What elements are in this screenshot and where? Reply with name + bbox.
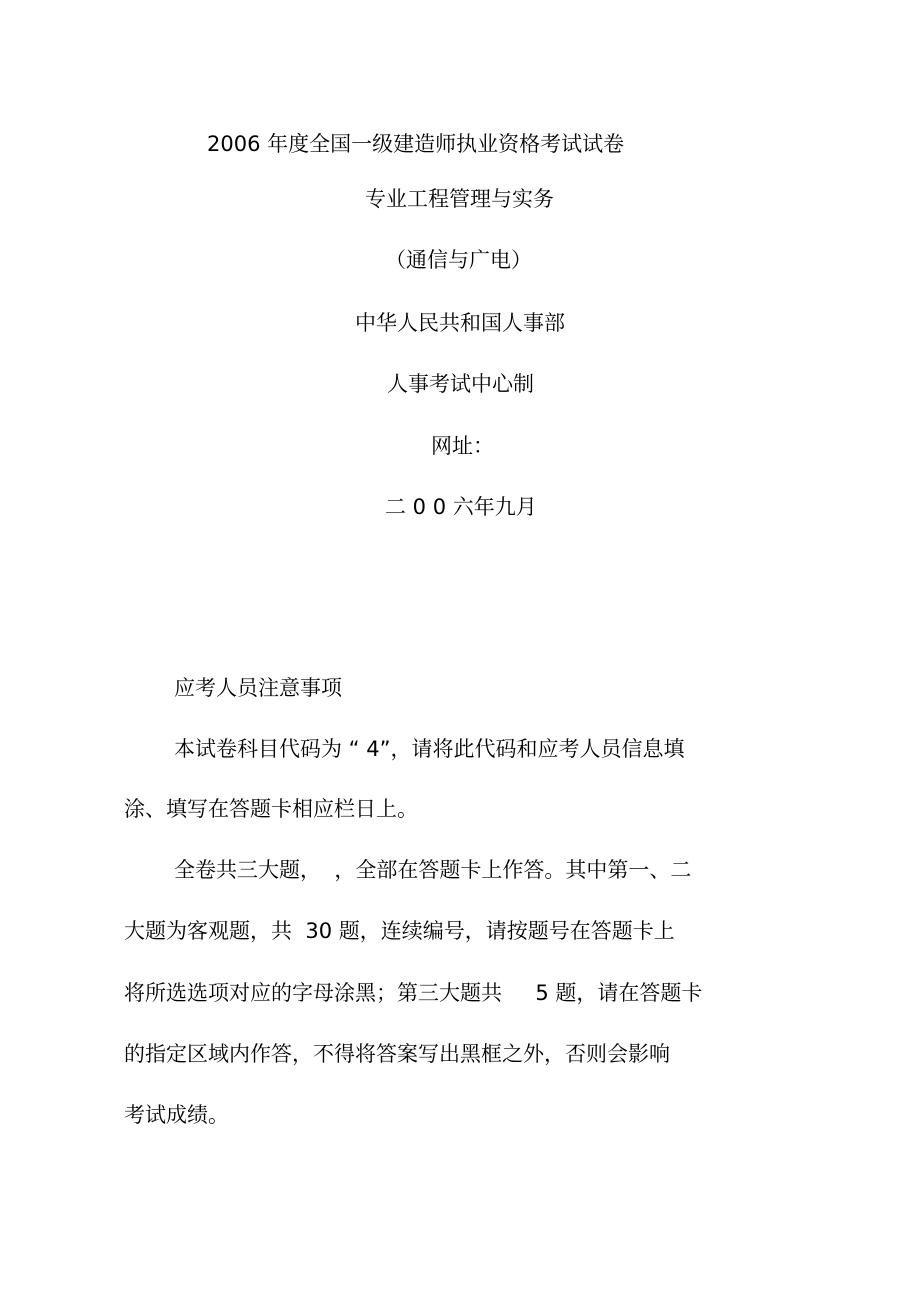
notice-line: 将所选选项对应的字母涂黑；第三大题共 5 题，请在答题卡 — [124, 981, 703, 1005]
notice-line: 本试卷科目代码为 “ 4”，请将此代码和应考人员信息填 — [174, 737, 685, 761]
website-label: 网址： — [431, 434, 494, 458]
exam-specialty: （通信与广电） — [385, 248, 532, 272]
issuer-center: 人事考试中心制 — [387, 372, 534, 396]
issuer-ministry: 中华人民共和国人事部 — [355, 311, 565, 335]
notice-line: 大题为客观题，共 30 题，连续编号，请按题号在答题卡上 — [124, 919, 675, 943]
notice-line: 涂、填写在答题卡相应栏日上。 — [124, 797, 418, 821]
exam-title: 2006 年度全国一级建造师执业资格考试试卷 — [207, 132, 625, 156]
notice-line: 的指定区域内作答，不得将答案写出黑框之外，否则会影响 — [124, 1042, 670, 1066]
exam-date: 二 0 0 六年九月 — [385, 495, 537, 519]
notice-heading: 应考人员注意事项 — [174, 676, 342, 700]
exam-subject: 专业工程管理与实务 — [365, 187, 554, 211]
notice-line: 考试成绩。 — [124, 1103, 229, 1127]
notice-line: 全卷共三大题， ，全部在答题卡上作答。其中第一、二 — [174, 858, 692, 882]
